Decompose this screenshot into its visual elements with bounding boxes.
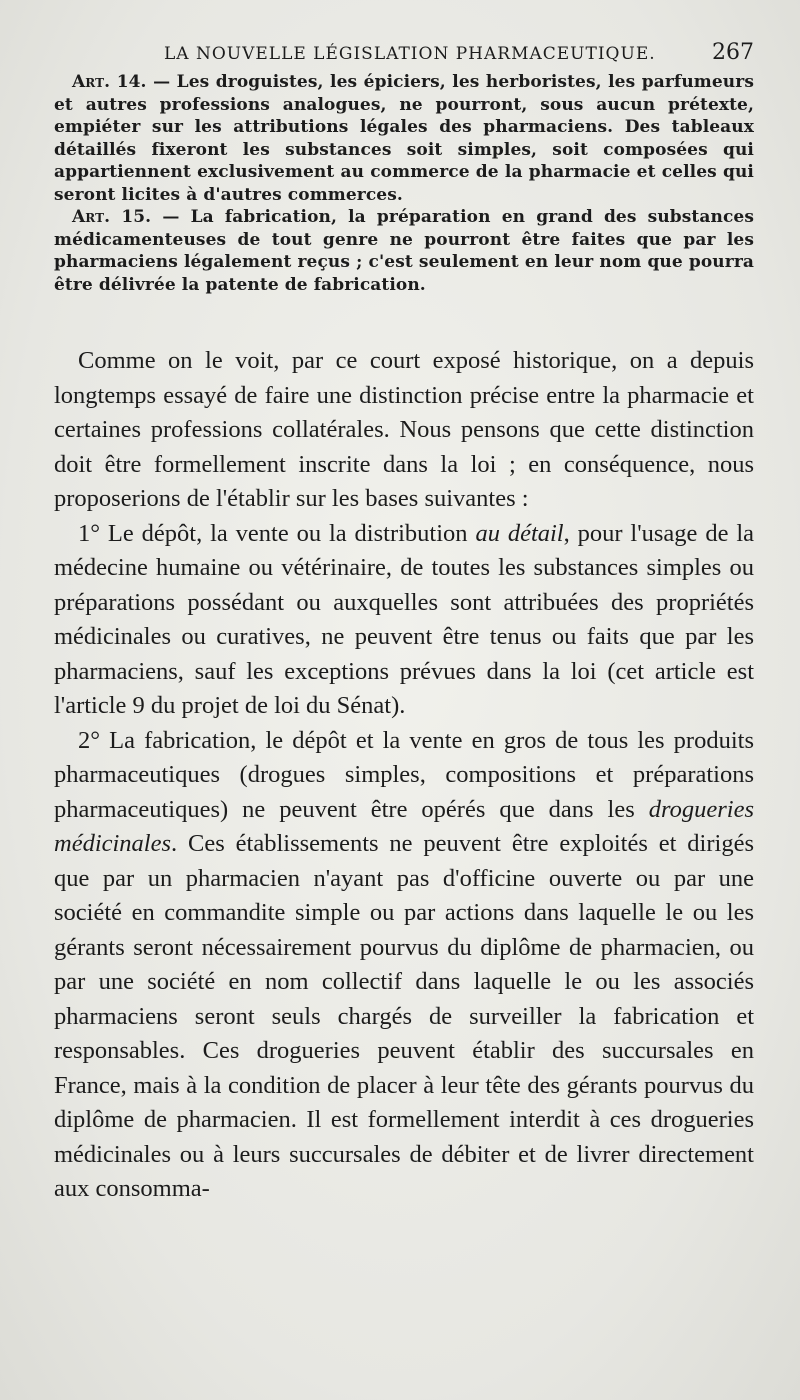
article-label: Art. 14. bbox=[72, 72, 147, 92]
italic-term: au détail bbox=[475, 519, 564, 547]
paragraph-point-2 bbox=[54, 724, 754, 1207]
italic-term: drogueries médicinales bbox=[54, 795, 754, 857]
text-run: 1° Le dépôt, la vente ou la distribution bbox=[78, 519, 476, 547]
article-15 bbox=[54, 206, 754, 296]
page-header bbox=[54, 40, 754, 65]
article-label: Art. 15. bbox=[72, 207, 152, 227]
quoted-articles bbox=[54, 71, 754, 296]
text-run: , pour l'usage de la médecine humaine ou vétérinaire, de toutes les substances simples ou préparations possédant ou auxquelles sont attribuées des propriétés médicinales ou curatives, ne peuvent être tenus ou faits que par les pharmaciens, sauf les exceptions prévues dans la loi (cet article est l'article 9 du projet de loi du Sénat). bbox=[54, 519, 755, 719]
paragraph-point-1 bbox=[54, 517, 754, 724]
text-run: 2° La fabrication, le dépôt et la vente en gros de tous les produits pharmaceutiques (drogues simples, compositions et préparations pharmaceutiques) ne peuvent être opérés que dans les bbox=[54, 726, 754, 823]
article-14 bbox=[54, 71, 754, 206]
paragraph-intro: Comme on le voit, par ce court exposé historique, on a depuis longtemps essayé de faire une distinction précise entre la pharmacie et certaines professions collatérales. Nous pensons que cette distinction doit être formellement inscrite dans la loi ; en conséquence, nous proposerions de l'établir sur les bases suivantes : bbox=[54, 347, 754, 512]
text-run: . Ces établissements ne peuvent être exploités et dirigés que par un pharmacien n'ayant pas d'officine ouverte ou par une société en commandite simple ou par actions dans laquelle le ou les gérants seront nécessairement pourvus du diplôme de pharmacien, ou par une société en nom collectif dans laquelle le ou les associés pharmaciens seront seuls chargés de surveiller la fabrication et responsables. Ces drogueries peuvent établir des succursales en France, mais à la condition de placer à leur tête des gérants pourvus du diplôme de pharmacien. Il est formellement interdit à ces drogueries médicinales ou à leurs succursales de débiter et de livrer directement aux consomma- bbox=[54, 830, 754, 1202]
article-text: — La fabrication, la préparation en grand des substances médicamenteuses de tout genre ne pourront être faites que par les pharmaciens légalement reçus ; c'est seulement en leur nom que pourra être délivrée la patente de fabrication. bbox=[54, 207, 754, 295]
article-text: — Les droguistes, les épiciers, les herboristes, les parfumeurs et autres professions analogues, ne pourront, sous aucun prétexte, empiéter sur les attributions légales des pharmaciens. Des tableaux détaillés fixeront les substances soit simples, soit composées qui appartiennent exclusivement au commerce de la pharmacie et celles qui seront licites à d'autres commerces. bbox=[54, 72, 754, 205]
running-head: LA NOUVELLE LÉGISLATION PHARMACEUTIQUE. bbox=[164, 44, 656, 64]
main-text bbox=[54, 344, 754, 1207]
page-number: 267 bbox=[712, 40, 754, 65]
